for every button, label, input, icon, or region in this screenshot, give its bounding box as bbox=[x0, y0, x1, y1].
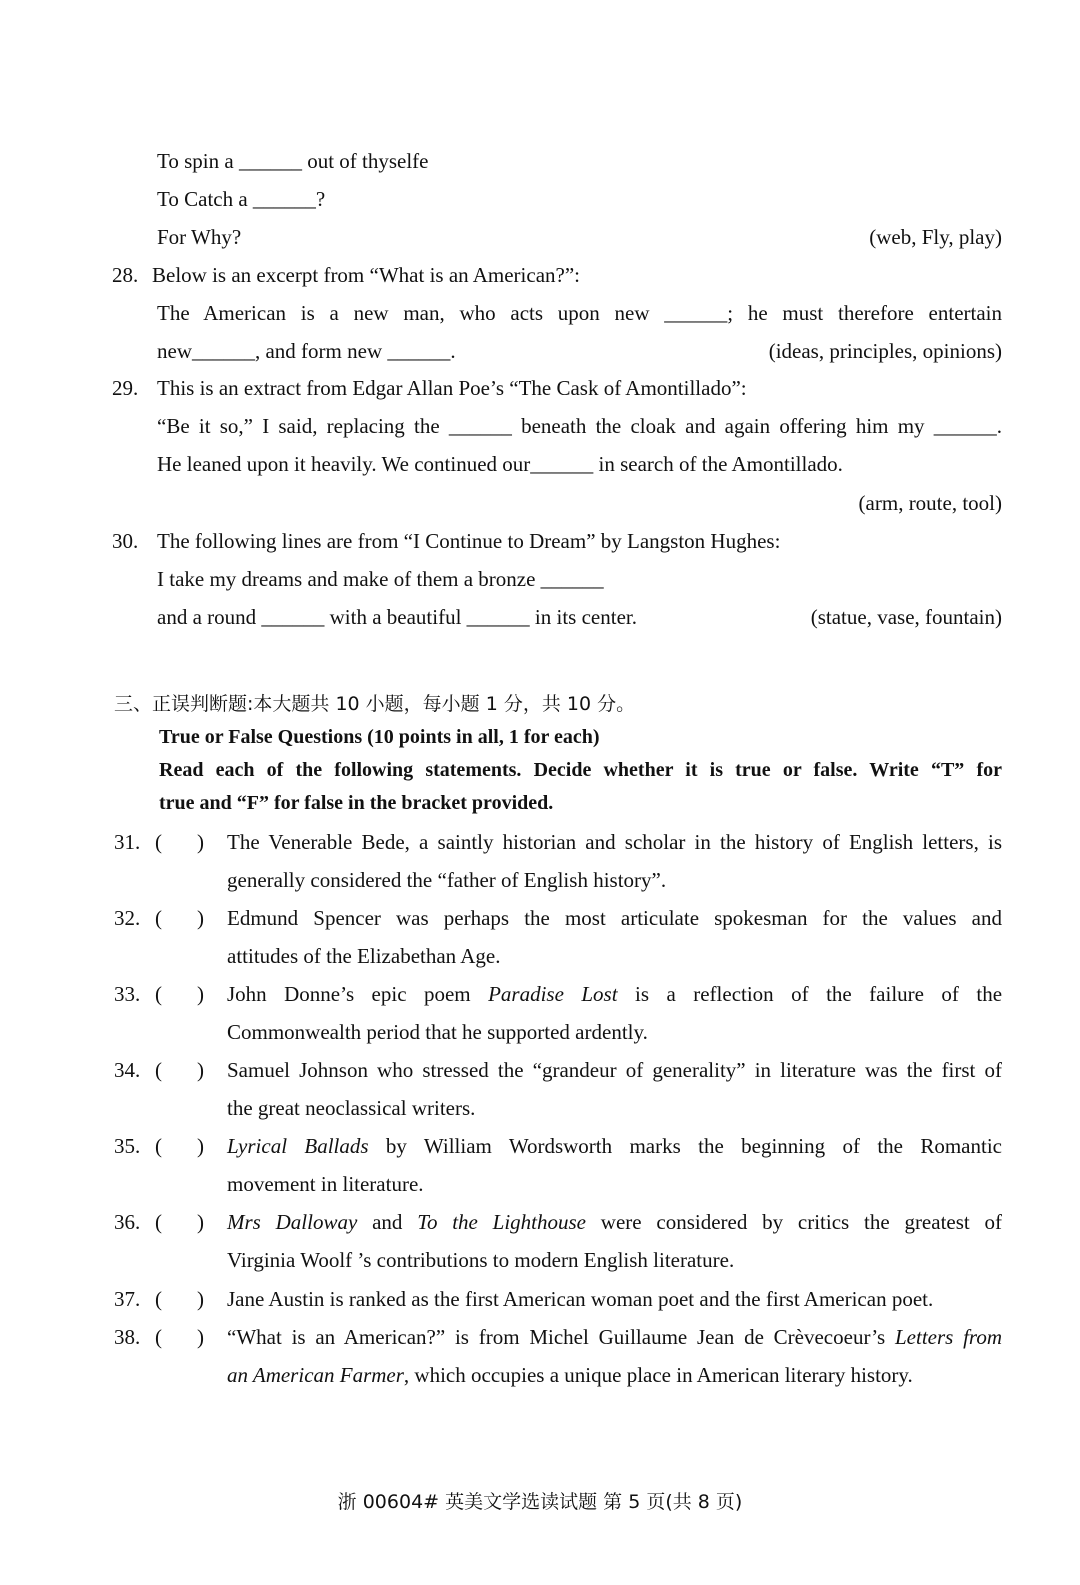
q35-title: Lyrical Ballads bbox=[227, 1134, 369, 1158]
section-3-instruction-line-2: true and “F” for false in the bracket provided. bbox=[159, 792, 554, 814]
q38-line-1 bbox=[227, 1325, 1002, 1349]
q31-answer-bracket-close: ) bbox=[197, 830, 204, 854]
q35-line-1 bbox=[227, 1134, 1002, 1158]
q30-line-2: and a round ______ with a beautiful ______ in its center. bbox=[157, 605, 637, 629]
q32-line-2: attitudes of the Elizabethan Age. bbox=[227, 944, 501, 968]
q32-number: 32. bbox=[114, 906, 141, 930]
q34-answer-bracket-close: ) bbox=[197, 1058, 204, 1082]
q38-number: 38. bbox=[114, 1325, 141, 1349]
q37-line-1: Jane Austin is ranked as the first American woman poet and the first American poet. bbox=[227, 1287, 934, 1311]
q30-options: (statue, vase, fountain) bbox=[810, 605, 1002, 629]
q36-title-2: To the Lighthouse bbox=[417, 1210, 587, 1234]
q29-line-2: He leaned upon it heavily. We continued our______ in search of the Amontillado. bbox=[157, 452, 843, 476]
section-3-instruction-line-1: Read each of the following statements. Decide whether it is true or false. Write “T” for bbox=[159, 759, 1002, 781]
q33-line-1 bbox=[227, 982, 1002, 1006]
q29-options: (arm, route, tool) bbox=[858, 491, 1002, 515]
q29-line-1: “Be it so,” I said, replacing the ______ beneath the cloak and again offering him my ______. bbox=[157, 414, 1002, 438]
q38-text-pre: “What is an American?” is from Michel Guillaume Jean de Crèvecoeur’s bbox=[227, 1325, 895, 1349]
q34-number: 34. bbox=[114, 1058, 141, 1082]
q36-answer-bracket-close: ) bbox=[197, 1210, 204, 1234]
q35-line-2: movement in literature. bbox=[227, 1172, 424, 1196]
q31-line-2: generally considered the “father of English history”. bbox=[227, 868, 667, 892]
q34-line-1: Samuel Johnson who stressed the “grandeur of generality” in literature was the first of bbox=[227, 1058, 1002, 1082]
q38-line-2 bbox=[227, 1363, 913, 1387]
q36-number: 36. bbox=[114, 1210, 141, 1234]
q36-line-1 bbox=[227, 1210, 1002, 1234]
q34-line-2: the great neoclassical writers. bbox=[227, 1096, 476, 1120]
q36-line-2: Virginia Woolf ’s contributions to modern English literature. bbox=[227, 1248, 735, 1272]
q38-title-part-1: Letters from bbox=[895, 1325, 1002, 1349]
q35-answer-bracket-close: ) bbox=[197, 1134, 204, 1158]
q37-answer-bracket-close: ) bbox=[197, 1287, 204, 1311]
q38-answer-bracket-close: ) bbox=[197, 1325, 204, 1349]
q36-text-post: were considered by critics the greatest of bbox=[586, 1210, 1003, 1234]
q28-options: (ideas, principles, opinions) bbox=[768, 339, 1002, 363]
q38-text-post: , which occupies a unique place in American literary history. bbox=[403, 1363, 913, 1387]
q31-number: 31. bbox=[114, 830, 141, 854]
q37-number: 37. bbox=[114, 1287, 141, 1311]
q33-title: Paradise Lost bbox=[488, 982, 618, 1006]
q33-answer-bracket-close: ) bbox=[197, 982, 204, 1006]
q30-intro: The following lines are from “I Continue to Dream” by Langston Hughes: bbox=[157, 529, 781, 553]
q33-answer-bracket-open[interactable]: ( bbox=[155, 982, 162, 1006]
q35-answer-bracket-open[interactable]: ( bbox=[155, 1134, 162, 1158]
q27-line-2: To Catch a ______? bbox=[157, 187, 326, 211]
q37-answer-bracket-open[interactable]: ( bbox=[155, 1287, 162, 1311]
q28-number: 28. bbox=[112, 263, 139, 287]
q27-line-1: To spin a ______ out of thyselfe bbox=[157, 149, 429, 173]
q30-number: 30. bbox=[112, 529, 139, 553]
q38-answer-bracket-open[interactable]: ( bbox=[155, 1325, 162, 1349]
q36-title-1: Mrs Dalloway bbox=[227, 1210, 358, 1234]
q28-line-1: The American is a new man, who acts upon new ______; he must therefore entertain bbox=[157, 301, 1002, 325]
q29-number: 29. bbox=[112, 376, 139, 400]
q34-answer-bracket-open[interactable]: ( bbox=[155, 1058, 162, 1082]
q36-text-mid: and bbox=[357, 1210, 418, 1234]
section-3-heading-cn: 三、正误判断题:本大题共 10 小题，每小题 1 分，共 10 分。 bbox=[114, 693, 636, 715]
q33-text-post: is a reflection of the failure of the bbox=[617, 982, 1003, 1006]
q27-options: (web, Fly, play) bbox=[869, 225, 1002, 249]
q35-number: 35. bbox=[114, 1134, 141, 1158]
q33-text-pre: John Donne’s epic poem bbox=[227, 982, 489, 1006]
q36-answer-bracket-open[interactable]: ( bbox=[155, 1210, 162, 1234]
q27-line-3: For Why? bbox=[157, 225, 242, 249]
q33-number: 33. bbox=[114, 982, 141, 1006]
q31-answer-bracket-open[interactable]: ( bbox=[155, 830, 162, 854]
q29-intro: This is an extract from Edgar Allan Poe’s “The Cask of Amontillado”: bbox=[157, 376, 747, 400]
q33-line-2: Commonwealth period that he supported ardently. bbox=[227, 1020, 648, 1044]
q35-text-post: by William Wordsworth marks the beginning of the Romantic bbox=[368, 1134, 1002, 1158]
q32-answer-bracket-open[interactable]: ( bbox=[155, 906, 162, 930]
page-footer: 浙 00604# 英美文学选读试题 第 5 页(共 8 页) bbox=[337, 1491, 743, 1513]
q32-answer-bracket-close: ) bbox=[197, 906, 204, 930]
q38-title-part-2: an American Farmer bbox=[227, 1363, 404, 1387]
q30-line-1: I take my dreams and make of them a bronze ______ bbox=[157, 567, 604, 591]
q28-intro: Below is an excerpt from “What is an American?”: bbox=[152, 263, 580, 287]
q28-line-2: new______, and form new ______. bbox=[157, 339, 456, 363]
q31-line-1: The Venerable Bede, a saintly historian and scholar in the history of English letters, is bbox=[227, 830, 1002, 854]
section-3-heading-en: True or False Questions (10 points in all, 1 for each) bbox=[159, 726, 600, 748]
q32-line-1: Edmund Spencer was perhaps the most articulate spokesman for the values and bbox=[227, 906, 1002, 930]
